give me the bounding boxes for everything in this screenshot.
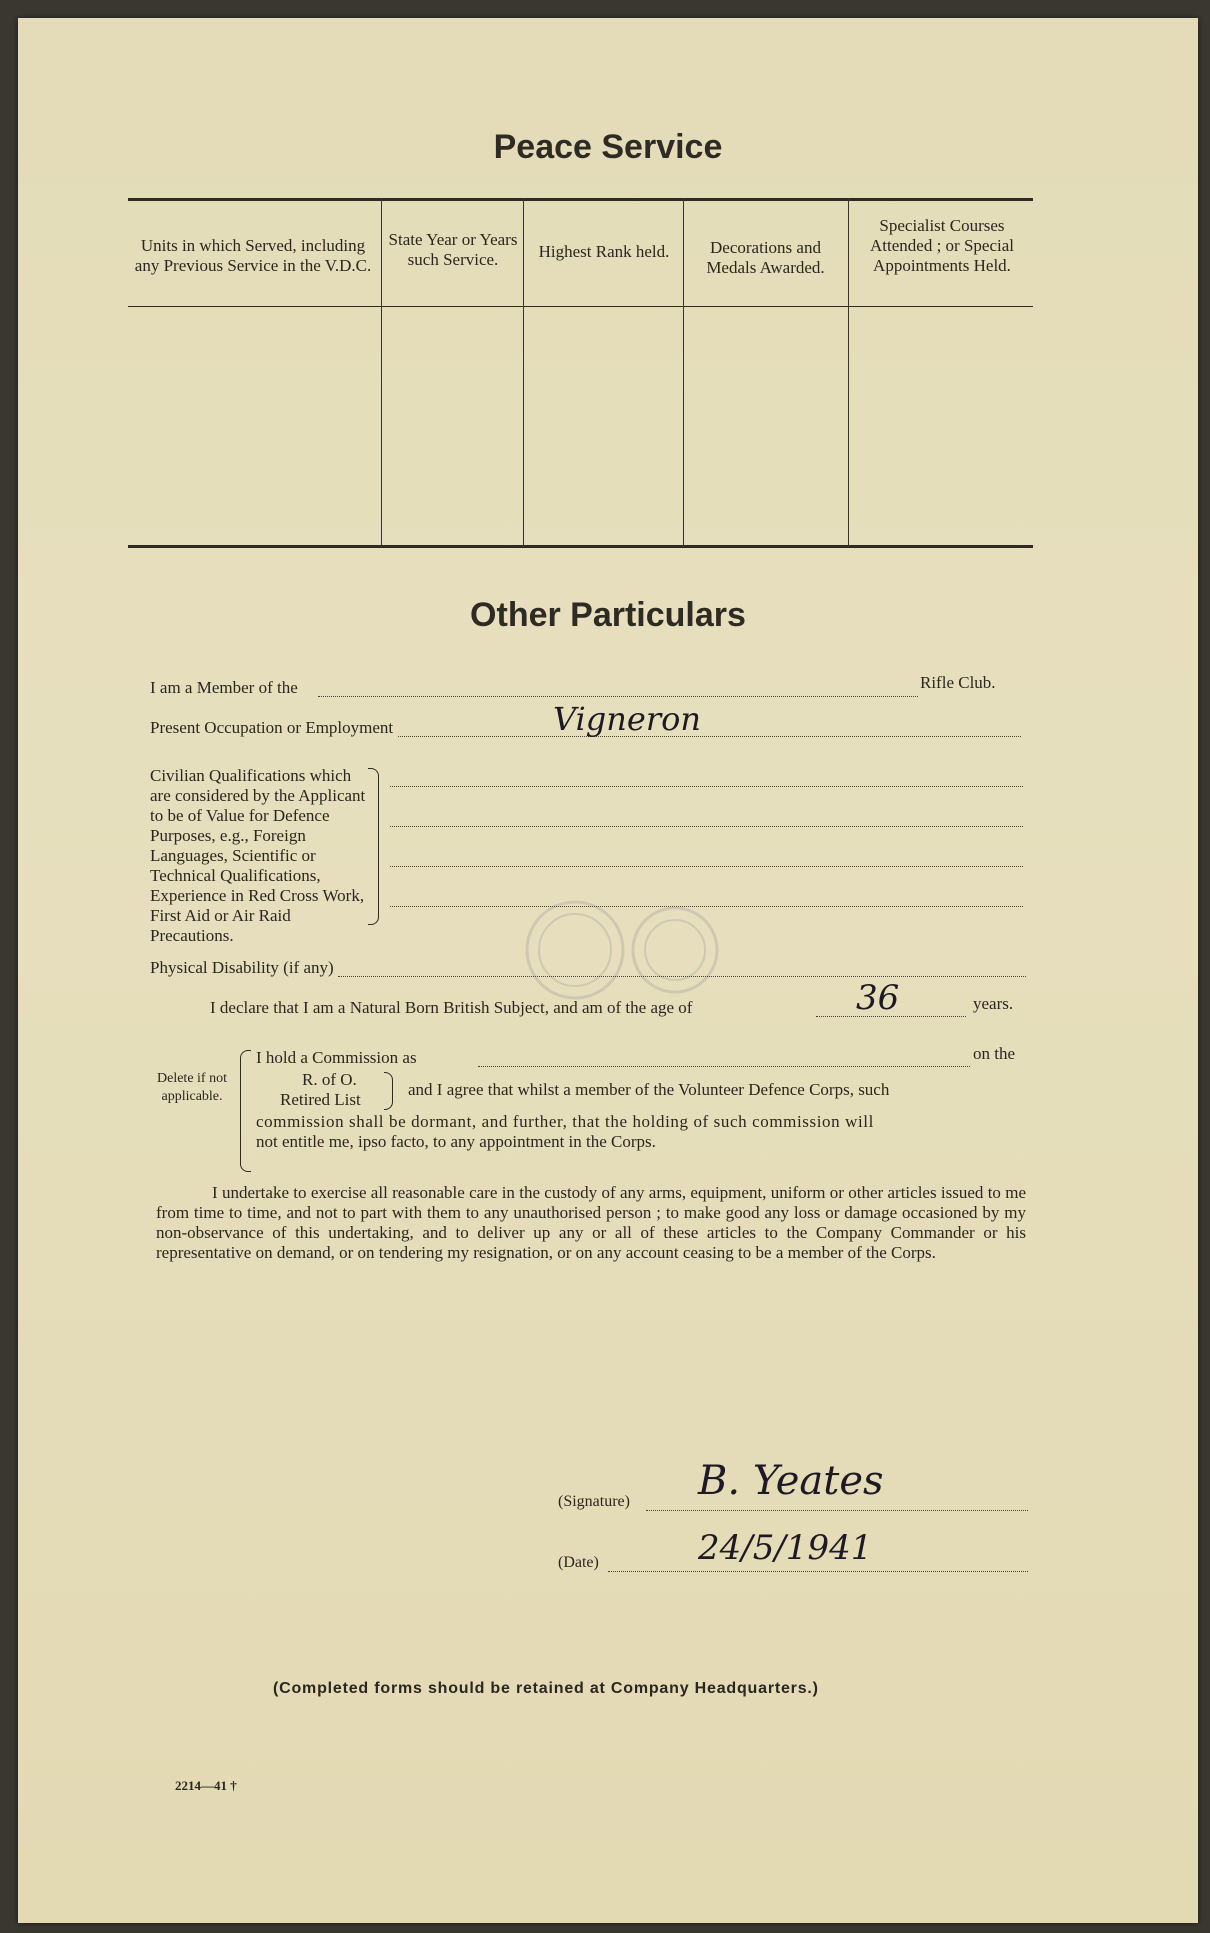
- column-divider: [683, 198, 684, 548]
- disability-blank: [338, 976, 1026, 977]
- undertaking-paragraph: I undertake to exercise all reasonable care in the custody of any arms, equipment, uniform or other articles issued to me from time to time, and not to part with them to any unauthorised person ; to make good any loss or damage occasioned by my non-observance of this undertaking, and to deliver up any or all of these articles to the Company Commander or his representative on demand, or on tendering my resignation, or on any account ceasing to be a member of the Corps.: [156, 1183, 1026, 1262]
- years-label: years.: [973, 994, 1014, 1013]
- commission-line-1: I hold a Commission as: [256, 1048, 417, 1067]
- column-header-decorations: Decorations and Medals Awarded.: [706, 238, 825, 277]
- column-divider: [523, 198, 524, 548]
- commission-line-3: commission shall be dormant, and further, that the holding of such commission will: [256, 1112, 874, 1131]
- table-bottom-rule: [128, 545, 1033, 548]
- occupation-handwritten: Vigneron: [553, 700, 701, 738]
- qualification-blank: [390, 786, 1023, 787]
- table-top-rule: [128, 198, 1033, 201]
- member-blank: [318, 696, 918, 697]
- declaration-text: I declare that I am a Natural Born British Subject, and am of the age of: [210, 998, 693, 1017]
- r-of-o-brace: [384, 1072, 393, 1110]
- date-label: (Date): [558, 1554, 599, 1571]
- commission-brace: [240, 1050, 251, 1172]
- signature-handwritten: B. Yeates: [698, 1458, 884, 1504]
- peace-service-table: [128, 198, 1033, 548]
- table-header-rule: [128, 306, 1033, 307]
- column-header-units: Units in which Served, including any Previous Service in the V.D.C.: [134, 236, 372, 275]
- column-divider: [848, 198, 849, 548]
- form-number: 2214—41 †: [175, 1778, 237, 1793]
- commission-line-4: not entitle me, ipso facto, to any appointment in the Corps.: [256, 1132, 656, 1151]
- collection-stamp-watermark: [515, 890, 725, 1000]
- signature-blank: [646, 1510, 1028, 1511]
- retired-list-label: Retired List: [280, 1090, 361, 1109]
- peace-service-title: Peace Service: [493, 128, 723, 166]
- member-label: I am a Member of the: [150, 678, 298, 697]
- r-of-o-label: R. of O.: [302, 1070, 357, 1089]
- qualification-blank: [390, 866, 1023, 867]
- date-handwritten: 24/5/1941: [698, 1528, 873, 1568]
- signature-label: (Signature): [558, 1493, 630, 1510]
- qualification-blank: [390, 826, 1023, 827]
- column-header-years: State Year or Years such Service.: [388, 230, 518, 269]
- commission-line-2: and I agree that whilst a member of the Volunteer Defence Corps, such: [408, 1080, 890, 1099]
- column-header-specialist: Specialist Courses Attended ; or Special Appointments Held.: [870, 216, 1014, 275]
- column-divider: [381, 198, 382, 548]
- document-sheet: [18, 18, 1198, 1923]
- delete-note: Delete if not applicable.: [157, 1071, 227, 1104]
- date-blank: [608, 1571, 1028, 1572]
- footer-note: (Completed forms should be retained at Company Headquarters.): [273, 1680, 819, 1697]
- column-header-rank: Highest Rank held.: [538, 242, 670, 261]
- disability-label: Physical Disability (if any): [150, 958, 334, 977]
- on-the-label: on the: [973, 1044, 1016, 1063]
- rifle-club-label: Rifle Club.: [920, 673, 996, 692]
- commission-blank: [478, 1066, 970, 1067]
- civilian-qualifications-label: Civilian Qualifications which are considered by the Applicant to be of Value for Defence Purposes, e.g., Foreign Languages, Scientific or Technical Qualifications, Experience in Red Cross Work, First Aid or Air Raid Precautions.: [150, 766, 366, 945]
- occupation-label: Present Occupation or Employment: [150, 718, 394, 737]
- other-particulars-title: Other Particulars: [470, 596, 746, 634]
- civilian-brace: [368, 768, 379, 925]
- age-handwritten: 36: [856, 978, 900, 1018]
- occupation-blank: [398, 736, 1021, 737]
